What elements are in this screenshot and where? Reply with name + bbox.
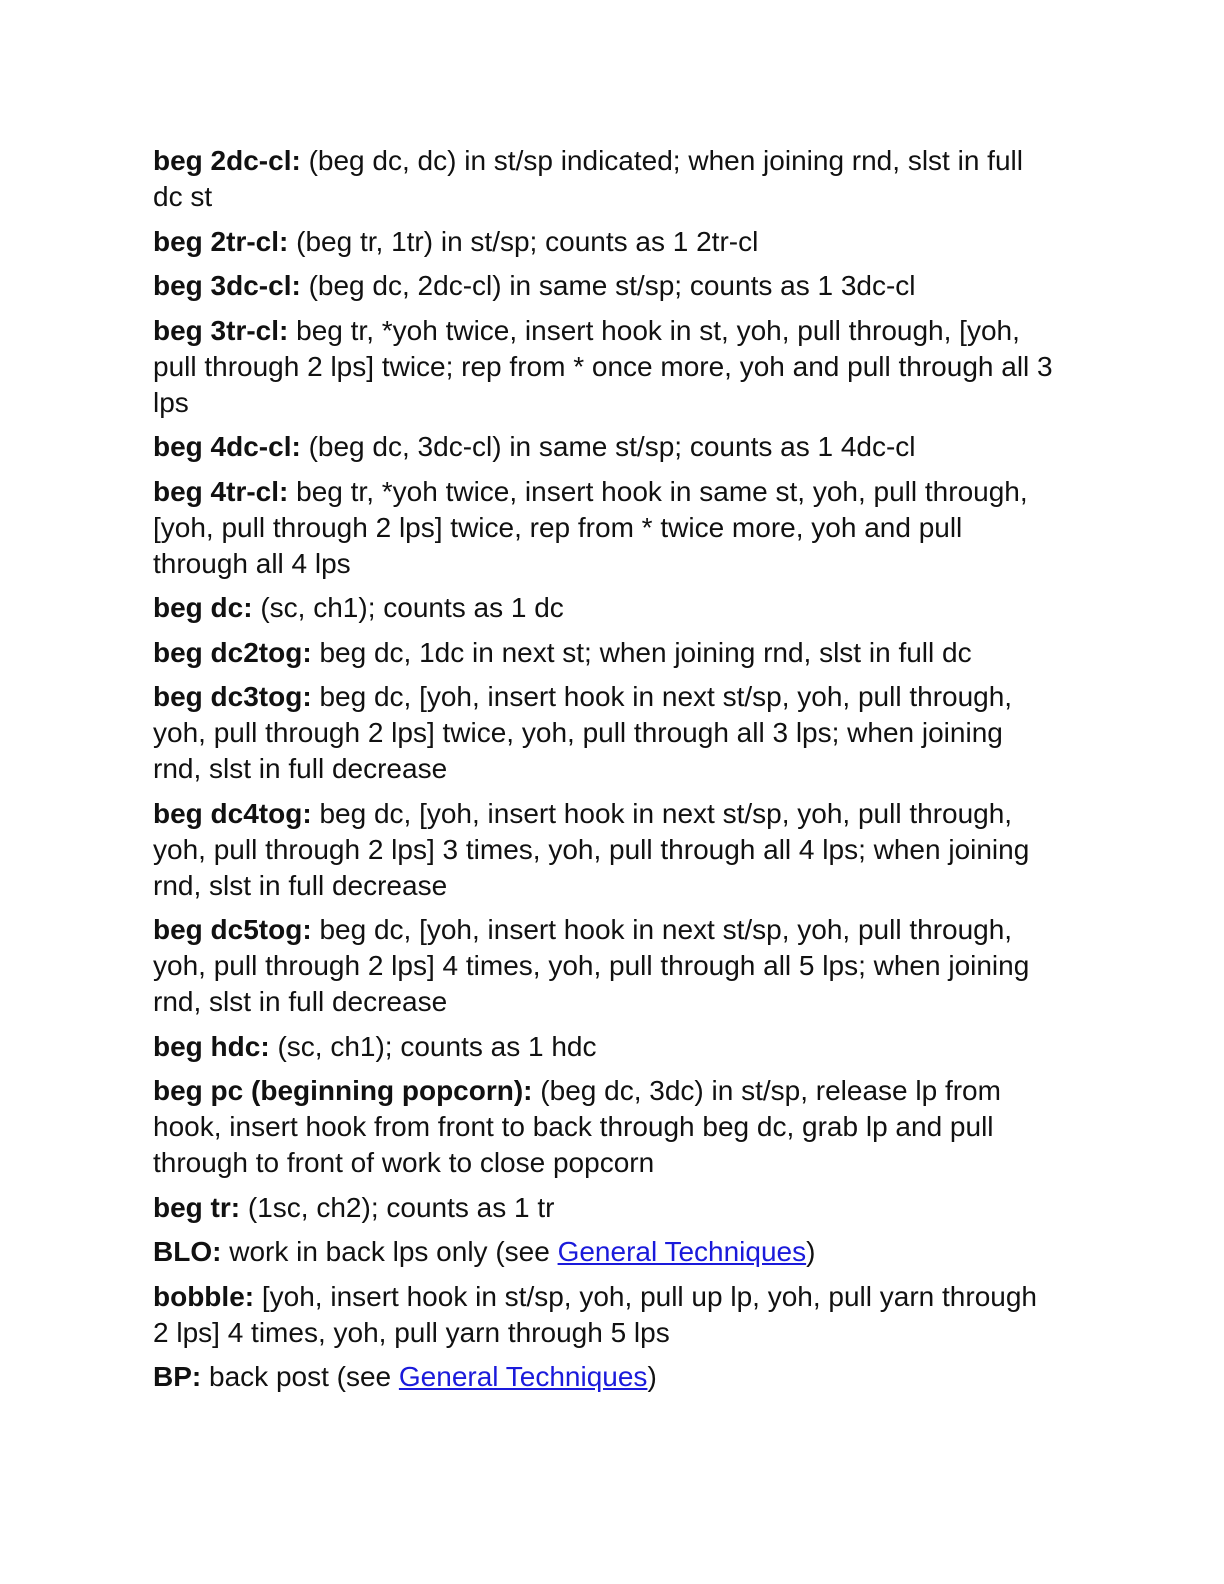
glossary-definition-end: ) xyxy=(647,1361,657,1392)
glossary-definition: (sc, ch1); counts as 1 dc xyxy=(252,592,564,623)
glossary-entry-blo xyxy=(153,1234,1058,1270)
glossary-definition: [yoh, insert hook in st/sp, yoh, pull up lp, yoh, pull yarn through 2 lps] 4 times, yoh, pull yarn through 5 lps xyxy=(153,1280,1037,1348)
glossary-entry-beg-pc xyxy=(153,1073,1058,1181)
glossary-term: beg dc3tog: xyxy=(153,681,312,712)
glossary-entry-beg-2dc-cl xyxy=(153,143,1058,215)
glossary-entry-beg-3dc-cl xyxy=(153,268,1058,304)
glossary-entry-beg-2tr-cl xyxy=(153,224,1058,260)
glossary-definition: (beg dc, 3dc-cl) in same st/sp; counts as 1 4dc-cl xyxy=(300,431,916,462)
glossary-definition: beg dc, [yoh, insert hook in next st/sp, yoh, pull through, yoh, pull through 2 lps] 4 times, yoh, pull through all 5 lps; when joining rnd, slst in full decrease xyxy=(153,914,1030,1017)
glossary-entry-beg-dc2tog xyxy=(153,635,1058,671)
glossary-document xyxy=(153,143,1058,1404)
glossary-term: beg tr: xyxy=(153,1191,241,1223)
glossary-definition: work in back lps only (see xyxy=(221,1236,558,1267)
glossary-term: beg 3dc-cl: xyxy=(153,270,301,301)
glossary-term: beg hdc: xyxy=(153,1030,270,1062)
glossary-term: beg dc: xyxy=(153,592,253,623)
glossary-definition: back post (see xyxy=(201,1361,399,1392)
glossary-entry-beg-3tr-cl xyxy=(153,313,1058,421)
glossary-term: beg pc (beginning popcorn): xyxy=(153,1075,533,1106)
glossary-entry-beg-dc3tog xyxy=(153,679,1058,787)
glossary-term: beg 2dc-cl: xyxy=(153,145,301,176)
glossary-term: beg 4tr-cl: xyxy=(153,475,289,507)
glossary-definition: beg dc, [yoh, insert hook in next st/sp, yoh, pull through, yoh, pull through 2 lps] 3 times, yoh, pull through all 4 lps; when joining rnd, slst in full decrease xyxy=(153,797,1030,901)
general-techniques-link[interactable]: General Techniques xyxy=(398,1361,648,1392)
glossary-definition: (beg dc, dc) in st/sp indicated; when joining rnd, slst in full dc st xyxy=(153,145,1023,212)
glossary-entry-beg-4tr-cl xyxy=(153,474,1058,582)
glossary-term: BP: xyxy=(153,1361,202,1392)
glossary-definition: (sc, ch1); counts as 1 hdc xyxy=(269,1030,597,1062)
glossary-entry-bobble xyxy=(153,1279,1058,1351)
glossary-entry-beg-dc xyxy=(153,590,1058,626)
glossary-term: beg dc5tog: xyxy=(153,914,312,945)
glossary-definition: beg dc, 1dc in next st; when joining rnd, slst in full dc xyxy=(311,636,972,668)
glossary-definition-end: ) xyxy=(806,1236,816,1267)
glossary-definition: beg tr, *yoh twice, insert hook in st, yoh, pull through, [yoh, pull through 2 lps] twice; rep from * once more, yoh and pull through all 3 lps xyxy=(153,314,1053,418)
glossary-entry-beg-dc4tog xyxy=(153,796,1058,904)
glossary-definition: (beg dc, 2dc-cl) in same st/sp; counts as 1 3dc-cl xyxy=(300,270,916,301)
glossary-term: bobble: xyxy=(153,1280,255,1312)
glossary-term: beg dc2tog: xyxy=(153,636,312,668)
glossary-definition: (beg dc, 3dc) in st/sp, release lp from hook, insert hook from front to back through beg dc, grab lp and pull through to front of work to close popcorn xyxy=(153,1075,1001,1178)
glossary-entry-beg-dc5tog xyxy=(153,912,1058,1020)
glossary-definition: (1sc, ch2); counts as 1 tr xyxy=(240,1191,555,1223)
glossary-entry-beg-hdc xyxy=(153,1029,1058,1065)
glossary-term: beg dc4tog: xyxy=(153,797,312,829)
glossary-term: beg 3tr-cl: xyxy=(153,314,289,346)
glossary-entry-bp xyxy=(153,1359,1058,1395)
glossary-term: beg 2tr-cl: xyxy=(153,225,289,257)
glossary-entry-beg-tr xyxy=(153,1190,1058,1226)
glossary-entry-beg-4dc-cl xyxy=(153,429,1058,465)
general-techniques-link[interactable]: General Techniques xyxy=(557,1236,807,1267)
glossary-term: beg 4dc-cl: xyxy=(153,431,301,462)
glossary-definition: beg dc, [yoh, insert hook in next st/sp, yoh, pull through, yoh, pull through 2 lps] twice, yoh, pull through all 3 lps; when joining rnd, slst in full decrease xyxy=(153,681,1013,784)
glossary-term: BLO: xyxy=(153,1236,222,1267)
glossary-definition: beg tr, *yoh twice, insert hook in same st, yoh, pull through, [yoh, pull through 2 lps] twice, rep from * twice more, yoh and pull through all 4 lps xyxy=(153,475,1028,579)
glossary-definition: (beg tr, 1tr) in st/sp; counts as 1 2tr-cl xyxy=(288,225,759,257)
